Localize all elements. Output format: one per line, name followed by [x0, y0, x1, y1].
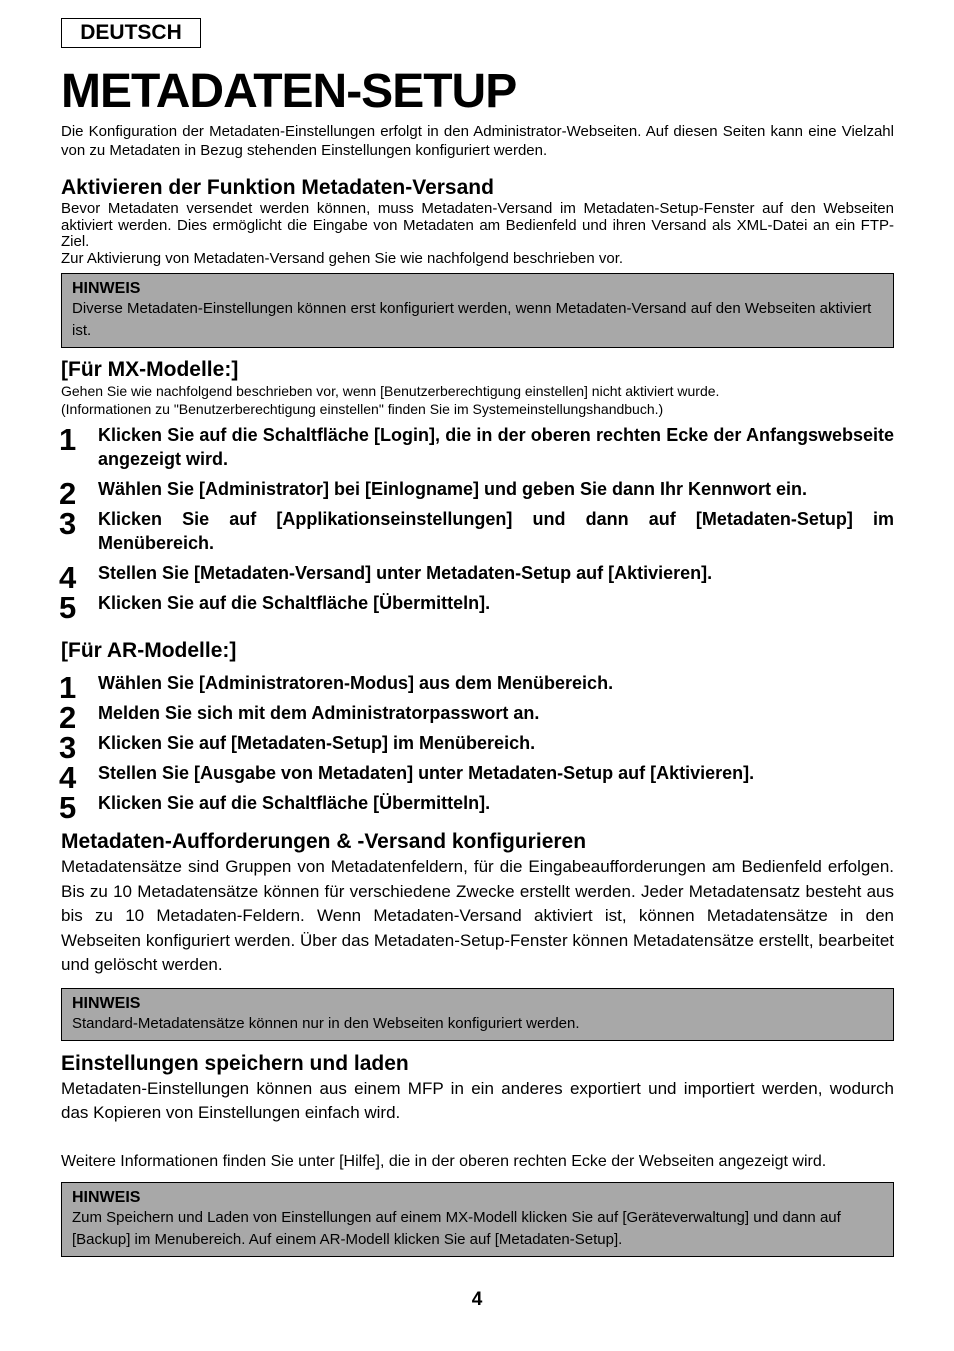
step-item: [59, 590, 894, 625]
save-text-2: Weitere Informationen finden Sie unter [Hilfe], die in der oberen rechten Ecke der Webseiten angezeigt wird.: [61, 1152, 827, 1170]
step-text: Klicken Sie auf die Schaltfläche [Übermitteln].: [98, 593, 491, 613]
mx-models-heading: [Für MX-Modelle:]: [61, 358, 239, 381]
prompts-heading: Metadaten-Aufforderungen & -Versand konfigurieren: [61, 830, 587, 853]
step-text: Klicken Sie auf [Applikationseinstellungen] und dann auf [Metadaten-Setup] im Menübereich.: [98, 509, 894, 553]
note-text: Zum Speichern und Laden von Einstellungen auf einem MX-Modell klicken Sie auf [Geräteverwaltung] und dann auf [Backup] im Menubereich. Auf einem AR-Modell klicken Sie auf [Metadaten-Setup].: [72, 1209, 841, 1248]
save-heading: Einstellungen speichern und laden: [61, 1051, 409, 1075]
intro-paragraph: Die Konfiguration der Metadaten-Einstellungen erfolgt in den Administrator-Webseiten. Auf diesen Seiten kann eine Vielzahl von zu Metadaten in Bezug stehenden Einstellungen konfiguriert werden.: [61, 123, 894, 159]
page-content: [61, 64, 894, 1257]
step-number: 1: [59, 422, 77, 457]
note-label: HINWEIS: [72, 280, 141, 297]
step-text: Wählen Sie [Administratoren-Modus] aus dem Menübereich.: [98, 673, 614, 693]
step-item: [61, 507, 894, 555]
mx-intro-2: (Informationen zu "Benutzerberechtigung einstellen" finden Sie im Systemeinstellungshandbuch.): [61, 400, 664, 417]
note-box-activate: [61, 273, 894, 348]
step-item: [59, 476, 894, 511]
ar-steps-list: [59, 670, 894, 825]
step-number: 5: [59, 590, 77, 625]
activate-text-1: Bevor Metadaten versendet werden können, muss Metadaten-Versand im Metadaten-Setup-Fenster auf den Webseiten aktiviert werden. Dies ermöglicht die Eingabe von Metadaten am Bedienfeld und ihren Versand als XML-Datei an ein FTP-Ziel.: [61, 200, 894, 250]
step-number: 3: [59, 506, 77, 541]
save-text-1: Metadaten-Einstellungen können aus einem MFP in ein anderes exportiert und importiert werden, wodurch das Kopieren von Einstellungen einfach wird.: [61, 1078, 894, 1122]
step-number: 3: [59, 730, 77, 765]
note-label: HINWEIS: [72, 994, 141, 1012]
step-text: Stellen Sie [Ausgabe von Metadaten] unter Metadaten-Setup auf [Aktivieren].: [98, 763, 755, 783]
step-item: [61, 423, 894, 471]
step-item: [59, 760, 894, 795]
step-text: Wählen Sie [Administrator] bei [Einlogname] und geben Sie dann Ihr Kennwort ein.: [98, 479, 808, 499]
note-text: Diverse Metadaten-Einstellungen können erst konfiguriert werden, wenn Metadaten-Versand auf den Webseiten aktiviert ist.: [72, 300, 872, 339]
step-item: [59, 700, 894, 735]
ar-models-heading: [Für AR-Modelle:]: [61, 639, 237, 662]
step-number: 2: [59, 700, 77, 735]
note-box-save: [61, 1182, 894, 1257]
mx-steps-list: [59, 422, 894, 625]
step-number: 4: [59, 560, 77, 595]
language-tag: DEUTSCH: [61, 18, 201, 48]
step-item: [59, 670, 894, 705]
page-title: METADATEN-SETUP: [61, 65, 517, 118]
step-text: Klicken Sie auf [Metadaten-Setup] im Menübereich.: [98, 733, 536, 753]
activate-heading: Aktivieren der Funktion Metadaten-Versand: [61, 176, 494, 199]
step-text: Stellen Sie [Metadaten-Versand] unter Metadaten-Setup auf [Aktivieren].: [98, 563, 713, 583]
step-item: [59, 790, 894, 825]
note-text: Standard-Metadatensätze können nur in den Webseiten konfiguriert werden.: [72, 1014, 580, 1032]
page-number: 4: [471, 1289, 483, 1310]
note-label: HINWEIS: [72, 1189, 141, 1206]
step-text: Klicken Sie auf die Schaltfläche [Login], die in der oberen rechten Ecke der Anfangswebseite angezeigt wird.: [98, 425, 894, 469]
prompts-text: Metadatensätze sind Gruppen von Metadatenfeldern, für die Eingabeaufforderungen am Bedienfeld erfolgen. Bis zu 10 Metadatensätze können für verschiedene Zwecke erstellt werden. Jeder Metadatensatz besteht aus bis zu 10 Metadaten-Feldern. Wenn Metadaten-Versand aktiviert ist, können Metadatensätze in den Webseiten konfiguriert werden. Über das Metadaten-Setup-Fenster können Metadatensätze erstellt, bearbeitet und gelöscht werden.: [61, 857, 894, 974]
step-item: [59, 560, 894, 595]
step-text: Melden Sie sich mit dem Administratorpasswort an.: [98, 703, 540, 723]
mx-intro-1: Gehen Sie wie nachfolgend beschrieben vor, wenn [Benutzerberechtigung einstellen] nicht aktiviert wurde.: [61, 383, 720, 399]
step-number: 4: [59, 760, 77, 795]
activate-text-2: Zur Aktivierung von Metadaten-Versand gehen Sie wie nachfolgend beschrieben vor.: [61, 249, 624, 267]
step-number: 2: [59, 476, 77, 511]
step-number: 5: [59, 790, 77, 825]
note-box-prompts: [61, 988, 894, 1041]
step-item: [59, 730, 894, 765]
step-number: 1: [59, 670, 77, 705]
step-text: Klicken Sie auf die Schaltfläche [Übermitteln].: [98, 793, 491, 813]
